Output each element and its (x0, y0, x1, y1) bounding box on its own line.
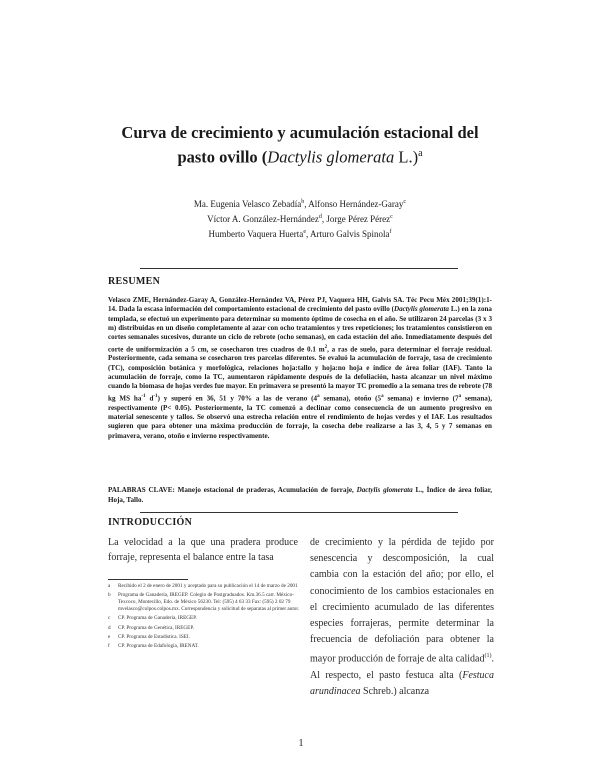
intro-right-column (310, 535, 494, 700)
author-2-affiliation: c (403, 199, 407, 205)
author-5-affiliation: e (303, 229, 306, 235)
title-line-2-start: pasto ovillo ( (177, 147, 268, 167)
author-4-affiliation: c (390, 214, 393, 220)
top-divider (140, 268, 458, 269)
abstract-sup-ord-3: a (458, 393, 462, 399)
author-5: Humberto Vaquera Huerta (208, 229, 304, 239)
author-6: Arturo Galvis Spinola (310, 229, 390, 239)
intro-right-part-3: Schreb.) alcanza (360, 686, 430, 698)
intro-right-part-1: de crecimiento y la pérdida de tejido por senescencia y descomposición, la cual cambia con la estación del año; por ello, el conocimiento de los cambios estacionales en el crecimiento acumulado de las diferentes especies forrajeras, permite determinar la frecuencia de defoliación para obtener la mayor producción de forraje de alta calidad (310, 537, 494, 665)
abstract-part-1: Velasco ZME, Hernández-Garay A, González-Hernández VA, Pérez PJ, Vaquera HH, Galvis SA. Téc Pecu Méx 2001;39(1):1-14. Dada la escasa información del comportamiento estacional de crecimiento del pasto ovillo ( (108, 296, 492, 314)
abstract-sup-area: 2 (324, 344, 328, 350)
author-2: Alfonso Hernández-Garay (308, 199, 404, 209)
abstract-part-4: d (145, 394, 154, 403)
keywords-species: Dactylis glomerata (356, 486, 413, 494)
page-number: 1 (298, 738, 304, 749)
abstract-part-6: semana), otoño (5 (319, 394, 382, 403)
abstract-text (108, 296, 492, 441)
title-line-1: Curva de crecimiento y acumulación estacional del (121, 123, 479, 142)
author-list: Ma. Eugenia Velasco Zebadía$^b$, Alfonso Hernández-Garay$^c$ Víctor A. González-Hernández$^d$, Jorge Pérez Pérez$^c$ Humberto Vaquera Huerta$^e$, Arturo Galvis Spinola$^f$ (193, 199, 407, 239)
footnote-item: b Programa de Ganadería, IREGEP. Colegio de Postgraduados. Km.36.5 carr. México-Texcoco, Montecillo, Edo. de México 56230. Tel: (595) 4 63 33 Fax: (595) 2 02 79 mvelasco@colpos.colpos.mx. Correspondencia y solicitud de separatas al primer autor. (108, 592, 300, 613)
footnote-item: f CP. Programa de Edafología, IRENAT. (108, 642, 199, 649)
title-species: Dactylis glomerata (267, 147, 395, 167)
keywords-part-2: L., Índice de área foliar, Hoja, Tallo. (108, 486, 492, 504)
abstract-sup-ha: -1 (141, 393, 146, 399)
author-6-affiliation: f (389, 229, 392, 235)
footnotes (108, 583, 300, 652)
author-1: Ma. Eugenia Velasco Zebadía (193, 199, 302, 209)
author-3-affiliation: d (318, 214, 322, 220)
citation-ref: (1) (484, 653, 492, 660)
footnote-item: a Recibido el 2 de enero de 2001 y aceptado para su publicación el 14 de marzo de 2001 (108, 583, 298, 589)
author-3: Víctor A. González-Hernández (207, 214, 319, 224)
title-line-2-end: L.) (394, 147, 419, 167)
paper-title (80, 122, 520, 168)
abstract-sup-day: -1 (153, 393, 158, 399)
abstract-part-2: L.) en la zona templada, se efectuó un experimento para determinar su momento óptimo de cosecha en el año. Se utilizaron 24 parcelas (3 x 3 m) distribuidas en un diseño completamente al azar con ocho tratamientos y tres repeticiones; los tratamientos consistieron en cortes semanales sucesivos, durante un ciclo de rebrote (ocho semanas), en cada estación del año. Inmediatamente después del corte de uniformización a 5 cm, se cosecharon tres cuadros de 0.1 m (108, 305, 492, 354)
abstract-part-7: semana) e invierno (7 (383, 394, 459, 403)
abstract-part-3: , a ras de suelo, para determinar el forraje residual. Posteriormente, cada semana se cosecharon tres parcelas diferentes. Se evaluó la acumulación de forraje, tasa de crecimiento (TC), composición botánica y morfológica, relaciones hoja:tallo y hoja:no hoja e índice de área foliar (IAF). Tanto la acumulación de forraje, como la TC, aumentaron rápidamente después de la defoliación, hasta alcanzar un nivel máximo cuando la biomasa de hojas verdes fue mayor. En primavera se presentó la mayor TC promedio a la semana tres de rebrote (78 kg MS ha (108, 345, 492, 403)
introduccion-heading: INTRODUCCIÓN (108, 517, 193, 528)
title-footnote-mark: a (418, 148, 423, 159)
abstract-part-8: semana), respectivamente (P< 0.05). Posteriormente, la TC comenzó a declinar como consecuencia de un aumento progresivo en material senescente y tallos. Se observó una estrecha relación entre el rendimiento de hojas verdes y el IAF. Los resultados sugieren que para obtener una máxima producción de forraje, la cosecha debe realizarse a las 3, 4, 5 y 7 semanas en primavera, verano, otoño e invierno respectivamente. (108, 394, 492, 440)
intro-right-part-2: . Al respecto, el pasto festuca alta ( (310, 653, 494, 681)
author-1-affiliation: b (301, 199, 305, 205)
keywords (108, 486, 492, 505)
abstract-sup-ord-1: a (317, 393, 320, 399)
footnote-divider (108, 579, 188, 580)
abstract-species: Dactylis glomerata (393, 305, 449, 314)
footnote-item: c CP. Programa de Ganadería, IREGEP. (108, 615, 197, 622)
intro-right-species: Festuca arundinacea (310, 669, 494, 698)
abstract-sup-ord-2: a (381, 393, 384, 399)
resumen-heading: RESUMEN (108, 276, 161, 287)
footnote-item: e CP. Programa de Estadística. ISEI. (108, 633, 190, 640)
author-4: Jorge Pérez Pérez (326, 214, 391, 224)
abstract-part-5: ) y superó en 36, 51 y 70% a las de verano (4 (157, 394, 318, 403)
keywords-part-1: PALABRAS CLAVE: Manejo estacional de praderas, Acumulación de forraje, (108, 486, 357, 494)
bottom-divider (140, 512, 458, 513)
footnote-item: d CP. Programa de Genética, IREGEP. (108, 624, 194, 631)
intro-left-column: La velocidad a la que una pradera produce forraje, representa el balance entre la tasa (108, 537, 298, 564)
